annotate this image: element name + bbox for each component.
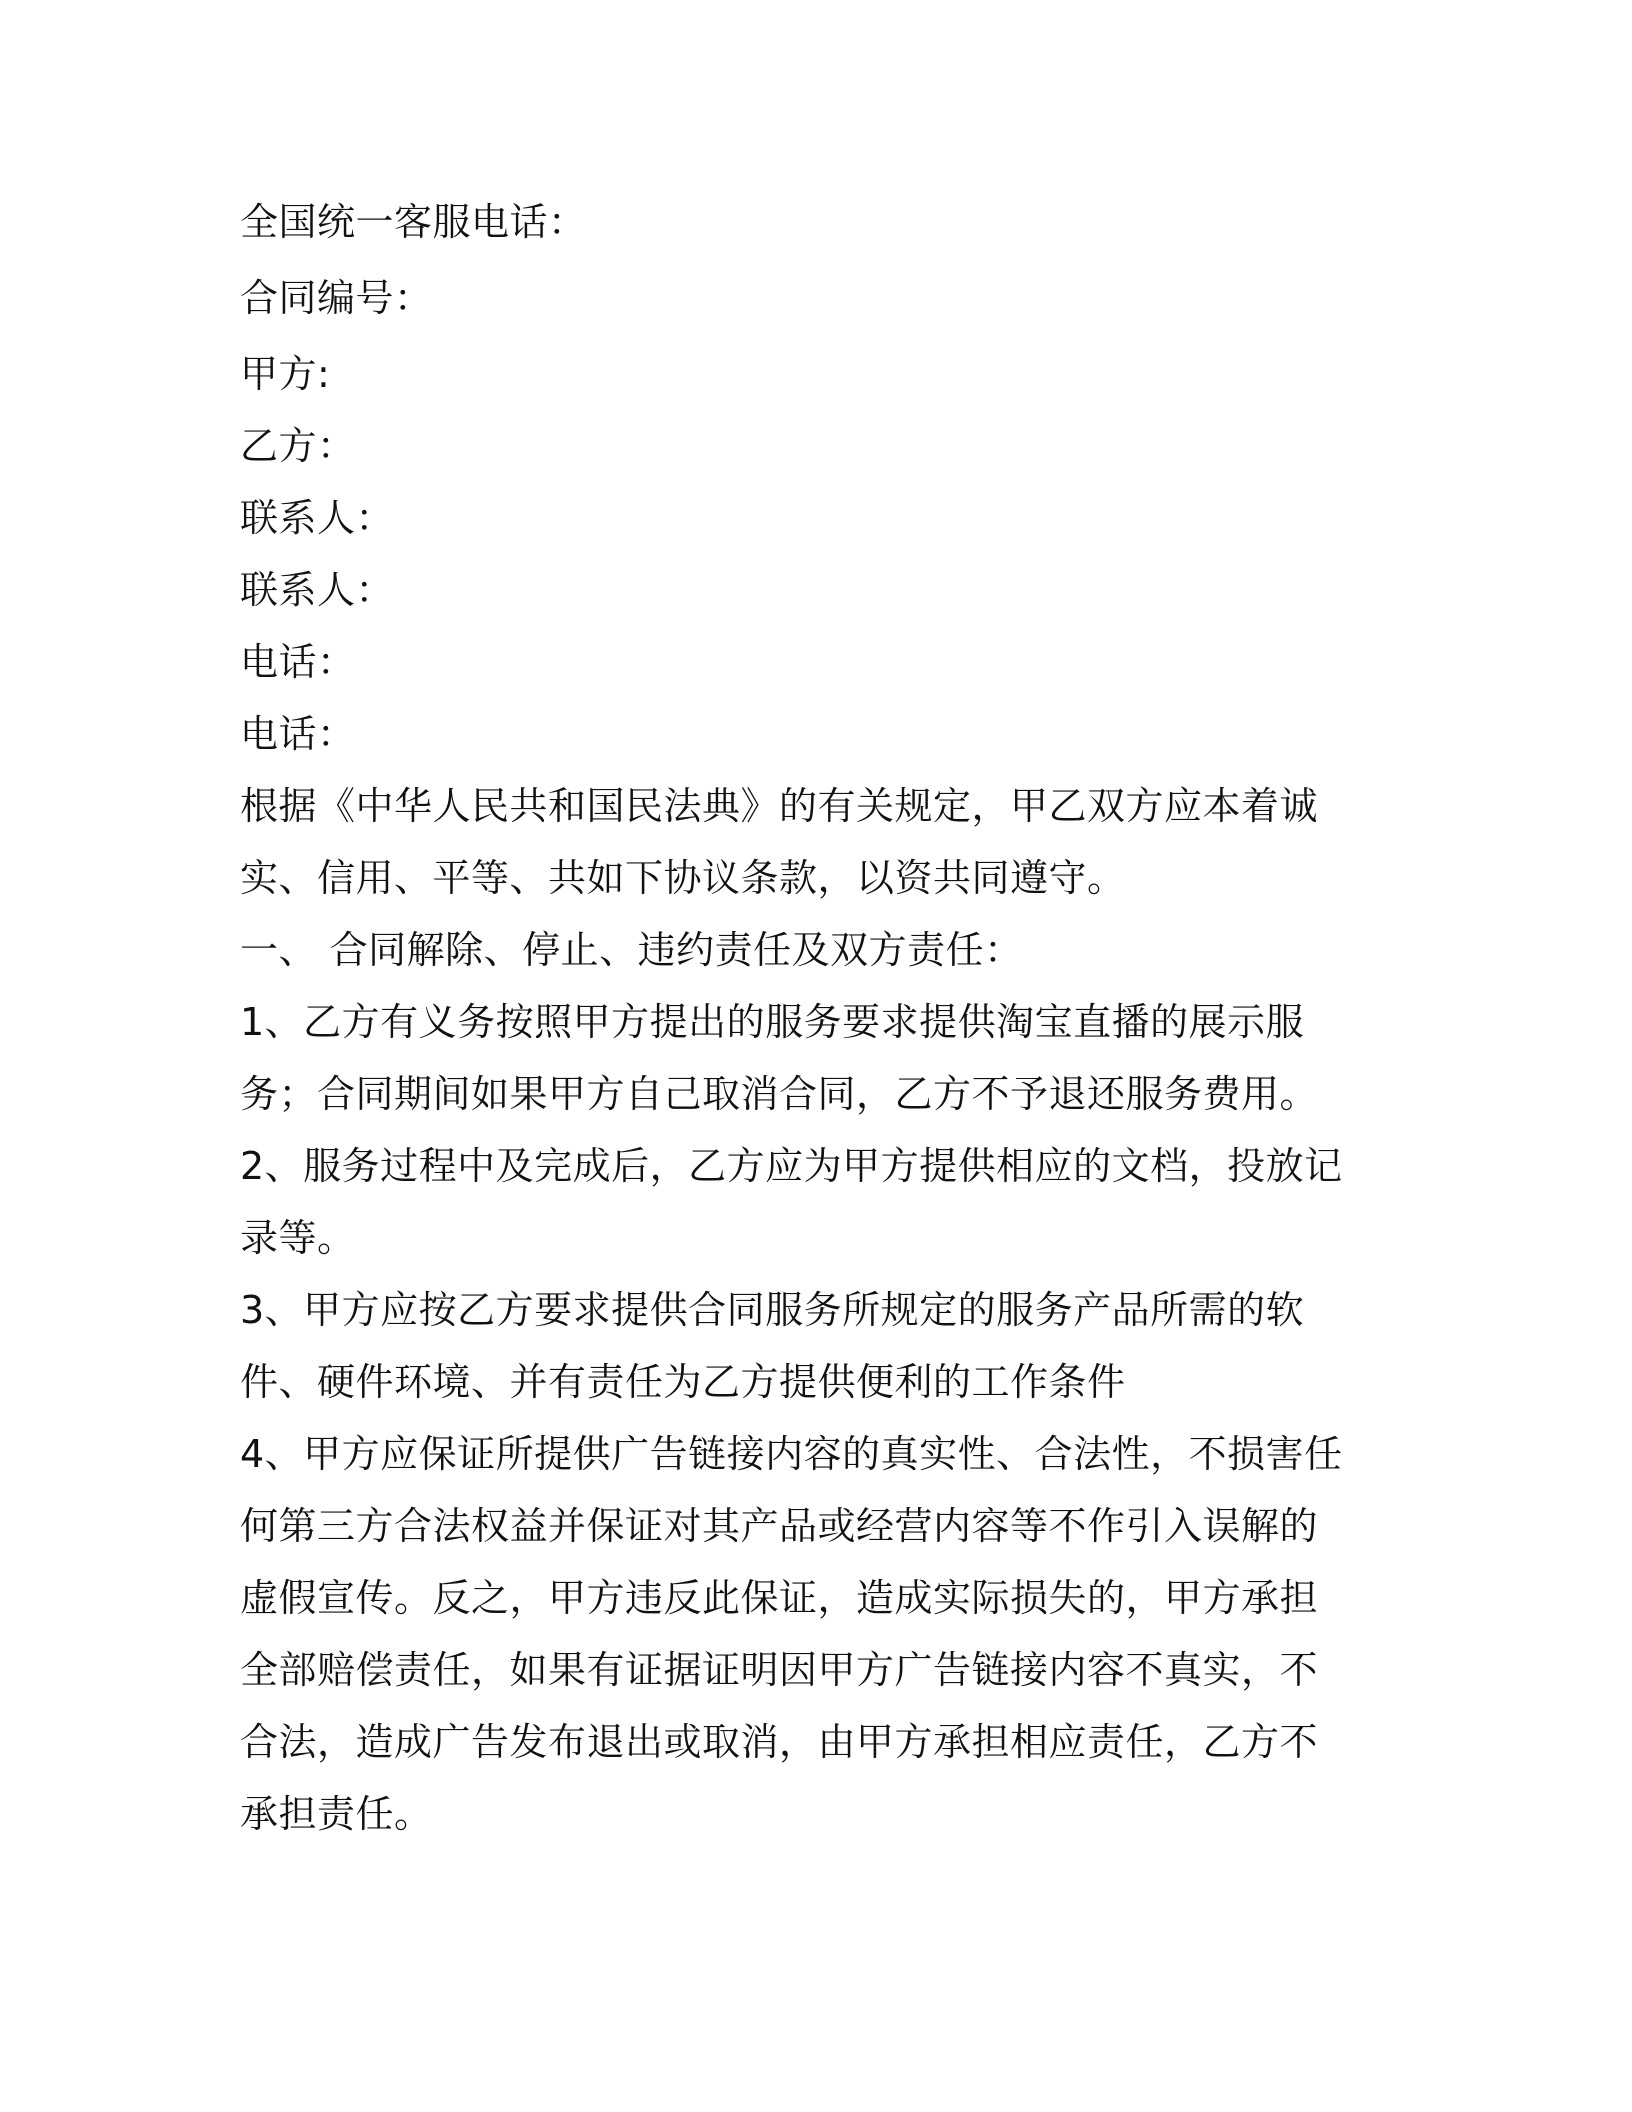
intro-line: 实、信用、平等、共如下协议条款，以资共同遵守。 bbox=[240, 856, 1126, 900]
contact-a-label: 联系人： bbox=[240, 496, 395, 540]
clause-line: 何第三方合法权益并保证对其产品或经营内容等不作引入误解的 bbox=[240, 1504, 1319, 1548]
clause-line: 2、服务过程中及完成后，乙方应为甲方提供相应的文档，投放记 bbox=[240, 1144, 1343, 1188]
intro-paragraph bbox=[240, 770, 1400, 914]
section-heading: 一、 合同解除、停止、违约责任及双方责任： bbox=[240, 928, 1023, 972]
clause-2 bbox=[240, 1130, 1400, 1274]
party-a-label: 甲方: bbox=[240, 352, 331, 396]
clause-1 bbox=[240, 986, 1400, 1130]
party-b-label: 乙方： bbox=[240, 424, 356, 468]
phone-a-label: 电话： bbox=[240, 640, 356, 684]
clause-line: 录等。 bbox=[240, 1216, 356, 1260]
clause-line: 1、乙方有义务按照甲方提出的服务要求提供淘宝直播的展示服 bbox=[240, 1000, 1305, 1044]
contact-b-label: 联系人： bbox=[240, 568, 395, 612]
phone-b-label: 电话： bbox=[240, 712, 356, 756]
clause-line: 承担责任。 bbox=[240, 1792, 433, 1836]
intro-line: 根据《中华人民共和国民法典》的有关规定，甲乙双方应本着诚 bbox=[240, 784, 1319, 828]
clause-4 bbox=[240, 1418, 1400, 1850]
clause-line: 4、甲方应保证所提供广告链接内容的真实性、合法性，不损害任 bbox=[240, 1432, 1343, 1476]
clause-3 bbox=[240, 1274, 1400, 1418]
clause-line: 全部赔偿责任，如果有证据证明因甲方广告链接内容不真实，不 bbox=[240, 1648, 1319, 1692]
clause-line: 合法，造成广告发布退出或取消，由甲方承担相应责任，乙方不 bbox=[240, 1720, 1319, 1764]
hotline-label: 全国统一客服电话： bbox=[240, 200, 587, 244]
contract-number-label: 合同编号： bbox=[240, 276, 433, 320]
clause-line: 务；合同期间如果甲方自己取消合同，乙方不予退还服务费用。 bbox=[240, 1072, 1319, 1116]
clause-line: 3、甲方应按乙方要求提供合同服务所规定的服务产品所需的软 bbox=[240, 1288, 1305, 1332]
contract-page bbox=[240, 186, 1400, 1850]
clause-line: 件、硬件环境、并有责任为乙方提供便利的工作条件 bbox=[240, 1360, 1126, 1404]
clause-line: 虚假宣传。反之，甲方违反此保证，造成实际损失的，甲方承担 bbox=[240, 1576, 1319, 1620]
